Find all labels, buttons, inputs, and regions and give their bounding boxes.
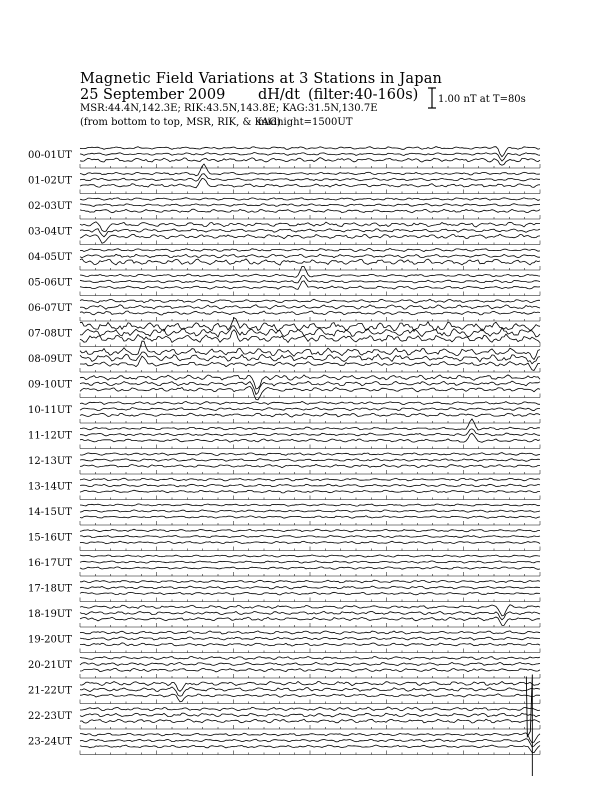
trace-rik [80, 586, 540, 589]
time-ruler [80, 674, 540, 678]
hour-label: 04-05UT [28, 252, 72, 263]
hour-row [28, 299, 540, 321]
hour-row [28, 266, 540, 295]
time-ruler [80, 266, 540, 270]
hour-label: 23-24UT [28, 736, 72, 748]
trace-msr [80, 401, 540, 404]
trace-kag [80, 490, 540, 493]
trace-msr [80, 529, 540, 532]
time-ruler [80, 241, 540, 245]
hour-row [28, 222, 540, 245]
hour-label: 10-11UT [28, 405, 72, 416]
hour-row [28, 657, 540, 679]
hour-row [28, 605, 540, 627]
hour-row [28, 733, 540, 755]
trace-rik [80, 429, 540, 436]
trace-rik [80, 535, 540, 537]
time-ruler [80, 649, 540, 653]
hour-label: 20-21UT [28, 660, 72, 671]
hour-row [28, 478, 540, 499]
hour-label: 19-20UT [28, 634, 72, 646]
trace-msr [80, 198, 540, 201]
time-ruler [80, 394, 540, 398]
trace-rik [80, 662, 540, 665]
trace-msr [80, 504, 540, 506]
chart-title: Magnetic Field Variations at 3 Stations in Japan [80, 71, 443, 87]
trace-kag [80, 413, 540, 417]
trace-msr [80, 555, 540, 557]
trace-msr [80, 375, 540, 389]
time-ruler [80, 164, 540, 168]
trace-rik [80, 637, 540, 640]
hour-label: 09-10UT [28, 379, 72, 391]
trace-rik [80, 484, 540, 487]
time-ruler [80, 343, 540, 347]
trace-kag [80, 386, 540, 399]
trace-rik [80, 254, 540, 258]
hour-row [28, 318, 540, 347]
time-ruler [80, 623, 540, 627]
trace-kag [80, 311, 540, 315]
trace-kag [80, 592, 540, 595]
hour-label: 03-04UT [28, 226, 72, 238]
hour-label: 00-01UT [28, 150, 72, 161]
trace-msr [80, 248, 540, 251]
trace-msr [80, 580, 540, 583]
trace-rik [80, 510, 540, 512]
trace-kag [80, 516, 540, 519]
hour-label: 21-22UT [28, 685, 72, 697]
hour-label: 13-14UT [28, 481, 72, 493]
hour-row [28, 504, 540, 525]
trace-msr [80, 147, 540, 157]
midnight-note: midnight=1500UT [258, 117, 353, 128]
hour-label: 15-16UT [28, 532, 72, 544]
trace-rik [80, 305, 540, 310]
trace-kag [80, 567, 540, 570]
trace-kag [80, 259, 540, 265]
trace-rik [80, 561, 540, 564]
hour-label: 06-07UT [28, 303, 72, 314]
hour-label: 08-09UT [28, 354, 72, 365]
trace-rik [80, 229, 540, 237]
scale-bar [428, 88, 436, 108]
trace-kag [80, 281, 540, 289]
scale-bar-label: 1.00 nT at T=80s [438, 94, 526, 105]
trace-kag [80, 330, 540, 343]
hour-label: 07-08UT [28, 328, 72, 340]
trace-msr [80, 453, 540, 456]
hour-label: 02-03UT [28, 201, 72, 212]
hour-row [28, 681, 540, 703]
trace-rik [80, 204, 540, 207]
trace-kag [80, 719, 540, 723]
time-ruler [80, 317, 540, 321]
hour-row [28, 198, 540, 219]
time-ruler [80, 725, 540, 729]
trace-rik [80, 153, 540, 162]
hour-row [28, 147, 540, 168]
hour-row [28, 419, 540, 449]
chart-date: 25 September 2009 [80, 87, 226, 103]
time-ruler [80, 572, 540, 576]
time-ruler [80, 470, 540, 474]
trace-kag [80, 668, 540, 672]
time-ruler [80, 598, 540, 602]
time-ruler [80, 547, 540, 551]
trace-order-note: (from bottom to top, MSR, RIK, & KAG) [80, 117, 281, 128]
trace-msr [80, 657, 540, 660]
trace-kag [80, 541, 540, 544]
time-ruler [80, 419, 540, 423]
time-ruler [80, 292, 540, 296]
hour-row [28, 580, 540, 601]
filter-label: (filter:40-160s) [308, 87, 419, 103]
trace-kag [80, 209, 540, 213]
trace-rik [80, 459, 540, 462]
trace-msr [80, 631, 540, 634]
hour-row [28, 164, 540, 194]
trace-kag [80, 464, 540, 467]
hour-row [28, 631, 540, 653]
trace-msr [80, 299, 540, 303]
time-ruler [80, 751, 540, 755]
time-ruler [80, 368, 540, 372]
time-ruler [80, 700, 540, 704]
time-ruler [80, 496, 540, 500]
hour-label: 12-13UT [28, 456, 72, 467]
hour-label: 05-06UT [28, 277, 72, 289]
time-ruler [80, 445, 540, 449]
hour-row [28, 375, 540, 400]
time-ruler [80, 521, 540, 525]
hour-row [28, 555, 540, 576]
trace-msr [80, 707, 540, 711]
trace-rik [80, 326, 540, 337]
hour-row [28, 707, 540, 729]
hour-row [28, 453, 540, 474]
trace-rik [80, 713, 540, 717]
hour-row [28, 401, 540, 423]
hour-label: 01-02UT [28, 175, 72, 187]
hour-label: 22-23UT [28, 711, 72, 722]
hour-label: 14-15UT [28, 507, 72, 518]
hour-label: 11-12UT [28, 430, 72, 442]
trace-rik [80, 381, 540, 394]
hour-row [28, 248, 540, 270]
hour-label: 16-17UT [28, 558, 72, 569]
hour-label: 17-18UT [28, 583, 72, 595]
hour-row [28, 529, 540, 550]
quantity-label: dH/dt [258, 87, 300, 103]
time-ruler [80, 215, 540, 219]
station-coordinates: MSR:44.4N,142.3E; RIK:43.5N,143.8E; KAG:31.5N,130.7E [80, 103, 378, 114]
hour-label: 18-19UT [28, 609, 72, 620]
time-ruler [80, 190, 540, 194]
trace-kag [80, 643, 540, 646]
trace-rik [80, 352, 540, 364]
trace-msr [80, 478, 540, 481]
trace-rik [80, 407, 540, 410]
